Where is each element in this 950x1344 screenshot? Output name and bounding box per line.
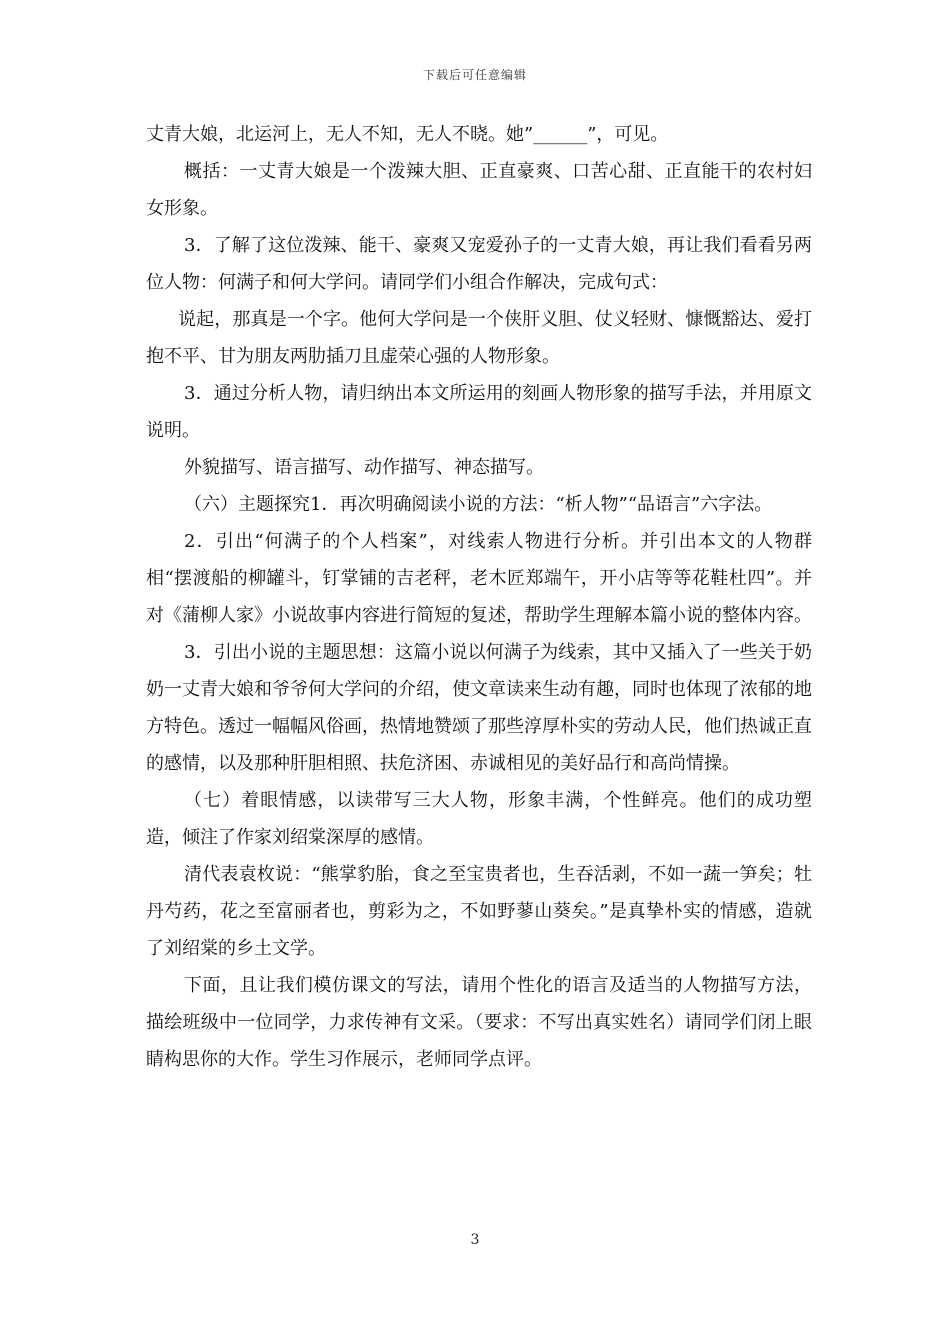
document-body — [146, 116, 812, 1078]
paragraph-8: 2．引出“何满子的个人档案”，对线索人物进行分析。并引出本文的人物群相“摆渡船的柳罐斗，钉掌铺的吉老秤，老木匠郑端午，开小店等等花鞋杜四”。并对《蒲柳人家》小说故事内容进行简短的复述，帮助学生理解本篇小说的整体内容。 — [146, 531, 812, 626]
paragraph-3: 3．了解了这位泼辣、能干、豪爽又宠爱孙子的一丈青大娘，再让我们看看另两位人物：何满子和何大学问。请同学们小组合作解决，完成句式： — [146, 235, 812, 293]
page-number: 3 — [470, 1232, 480, 1248]
paragraph-6: 外貌描写、语言描写、动作描写、神态描写。 — [184, 457, 544, 478]
paragraph-1: 丈青大娘，北运河上，无人不知，无人不晓。她”______”，可见。 — [146, 124, 669, 145]
paragraph-7: （六）主题探究1．再次明确阅读小说的方法：“析人物”“品语言”六字法。 — [184, 494, 773, 515]
paragraph-2: 概括：一丈青大娘是一个泼辣大胆、正直豪爽、口苦心甜、正直能干的农村妇女形象。 — [146, 161, 812, 219]
paragraph-5: 3．通过分析人物，请归纳出本文所运用的刻画人物形象的描写手法，并用原文说明。 — [146, 383, 812, 441]
paragraph-10: （七）着眼情感，以读带写三大人物，形象丰满，个性鲜亮。他们的成功塑造，倾注了作家刘绍棠深厚的感情。 — [146, 790, 812, 848]
page-header: 下载后可任意编辑 — [422, 68, 527, 82]
paragraph-11: 清代表袁枚说：“熊掌豹胎，食之至宝贵者也，生吞活剥，不如一蔬一笋矣；牡丹芍药，花之至富丽者也，剪彩为之，不如野蓼山葵矣。”是真挚朴实的情感，造就了刘绍棠的乡土文学。 — [146, 864, 812, 959]
paragraph-4: 说起，那真是一个字。他何大学问是一个侠肝义胆、仗义轻财、慷慨豁达、爱打抱不平、甘为朋友两肋插刀且虚荣心强的人物形象。 — [146, 309, 812, 367]
paragraph-9: 3．引出小说的主题思想：这篇小说以何满子为线索，其中又插入了一些关于奶奶一丈青大娘和爷爷何大学问的介绍，使文章读来生动有趣，同时也体现了浓郁的地方特色。透过一幅幅风俗画，热情地赞颂了那些淳厚朴实的劳动人民，他们热诚正直的感情，以及那种肝胆相照、扶危济困、赤诚相见的美好品行和高尚情操。 — [146, 642, 812, 774]
paragraph-12: 下面，且让我们模仿课文的写法，请用个性化的语言及适当的人物描写方法，描绘班级中一位同学，力求传神有文采。（要求：不写出真实姓名）请同学们闭上眼睛构思你的大作。学生习作展示，老师同学点评。 — [146, 975, 812, 1070]
